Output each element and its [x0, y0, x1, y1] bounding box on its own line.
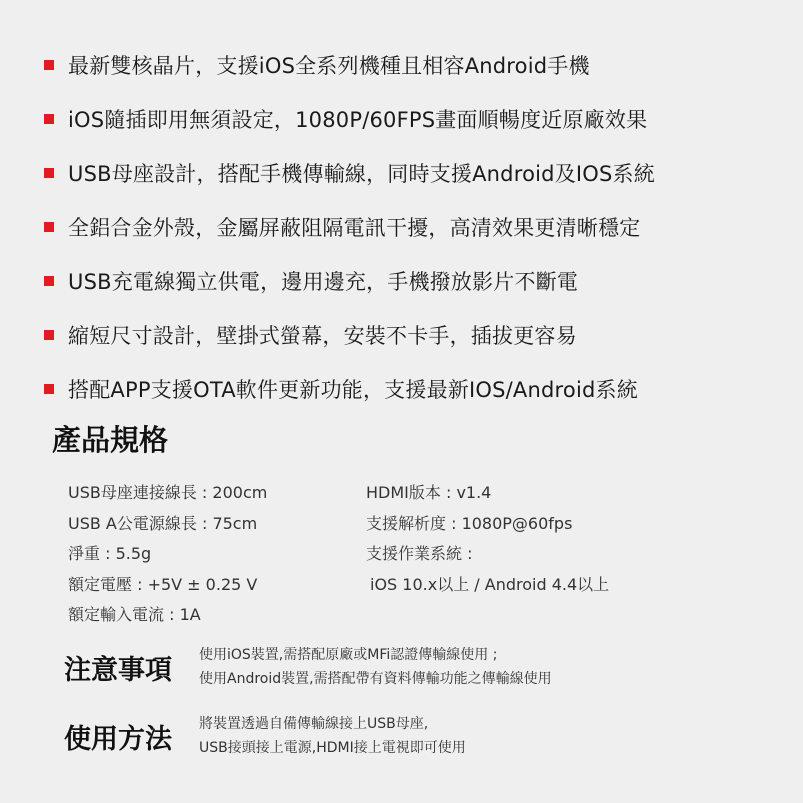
bullet-square-icon	[44, 60, 54, 70]
usage-line: 將裝置透過自備傳輸線接上USB母座,	[199, 716, 429, 732]
feature-text: 全鋁合金外殼，金屬屏蔽阻隔電訊干擾，高清效果更清晰穩定	[68, 216, 641, 240]
feature-item	[44, 146, 794, 200]
bullet-square-icon	[44, 384, 54, 394]
bullet-square-icon	[44, 222, 54, 232]
bullet-square-icon	[44, 114, 54, 124]
spec-line: 支援作業系統 :	[366, 544, 473, 563]
usage-body	[199, 712, 466, 760]
caution-body	[199, 643, 552, 691]
feature-list	[44, 38, 794, 416]
feature-text: USB母座設計，搭配手機傳輸線，同時支援Android及IOS系統	[68, 162, 655, 186]
feature-item	[44, 92, 794, 146]
bullet-square-icon	[44, 276, 54, 286]
feature-text: 搭配APP支援OTA軟件更新功能，支援最新IOS/Android系統	[68, 378, 638, 402]
feature-item	[44, 38, 794, 92]
spec-section-title: 產品規格	[52, 423, 169, 457]
caution-section	[64, 643, 552, 691]
spec-line: iOS 10.x以上 / Android 4.4以上	[370, 574, 610, 594]
caution-line: 使用Android裝置,需搭配帶有資料傳輸功能之傳輸線使用	[199, 671, 552, 687]
feature-item	[44, 200, 794, 254]
spec-line: 淨重 : 5.5g	[68, 544, 152, 563]
feature-text: USB充電線獨立供電，邊用邊充，手機撥放影片不斷電	[68, 270, 579, 294]
feature-item	[44, 362, 794, 416]
spec-line: 支援解析度 : 1080P@60fps	[366, 513, 573, 533]
usage-heading: 使用方法	[64, 723, 172, 755]
spec-line: HDMI版本 : v1.4	[366, 483, 492, 502]
usage-section	[64, 712, 466, 760]
spec-line: 額定輸入電流 : 1A	[68, 605, 201, 624]
spec-column-left	[68, 478, 267, 631]
feature-text: 最新雙核晶片，支援iOS全系列機種且相容Android手機	[68, 54, 590, 78]
feature-item	[44, 308, 794, 362]
feature-item	[44, 254, 794, 308]
spec-line: 額定電壓 : +5V ± 0.25 V	[68, 574, 258, 594]
caution-line: 使用iOS裝置,需搭配原廠或MFi認證傳輸線使用 ;	[199, 647, 498, 663]
bullet-square-icon	[44, 330, 54, 340]
spec-line: USB母座連接線長 : 200cm	[68, 483, 268, 502]
usage-line: USB接頭接上電源,HDMI接上電視即可使用	[199, 740, 466, 756]
caution-heading: 注意事項	[64, 654, 172, 686]
feature-text: 縮短尺寸設計，壁掛式螢幕，安裝不卡手，插拔更容易	[68, 324, 577, 348]
spec-line: USB A公電源線長 : 75cm	[68, 513, 258, 533]
bullet-square-icon	[44, 168, 54, 178]
feature-text: iOS隨插即用無須設定，1080P/60FPS畫面順暢度近原廠效果	[68, 108, 648, 132]
spec-column-right	[366, 478, 609, 600]
